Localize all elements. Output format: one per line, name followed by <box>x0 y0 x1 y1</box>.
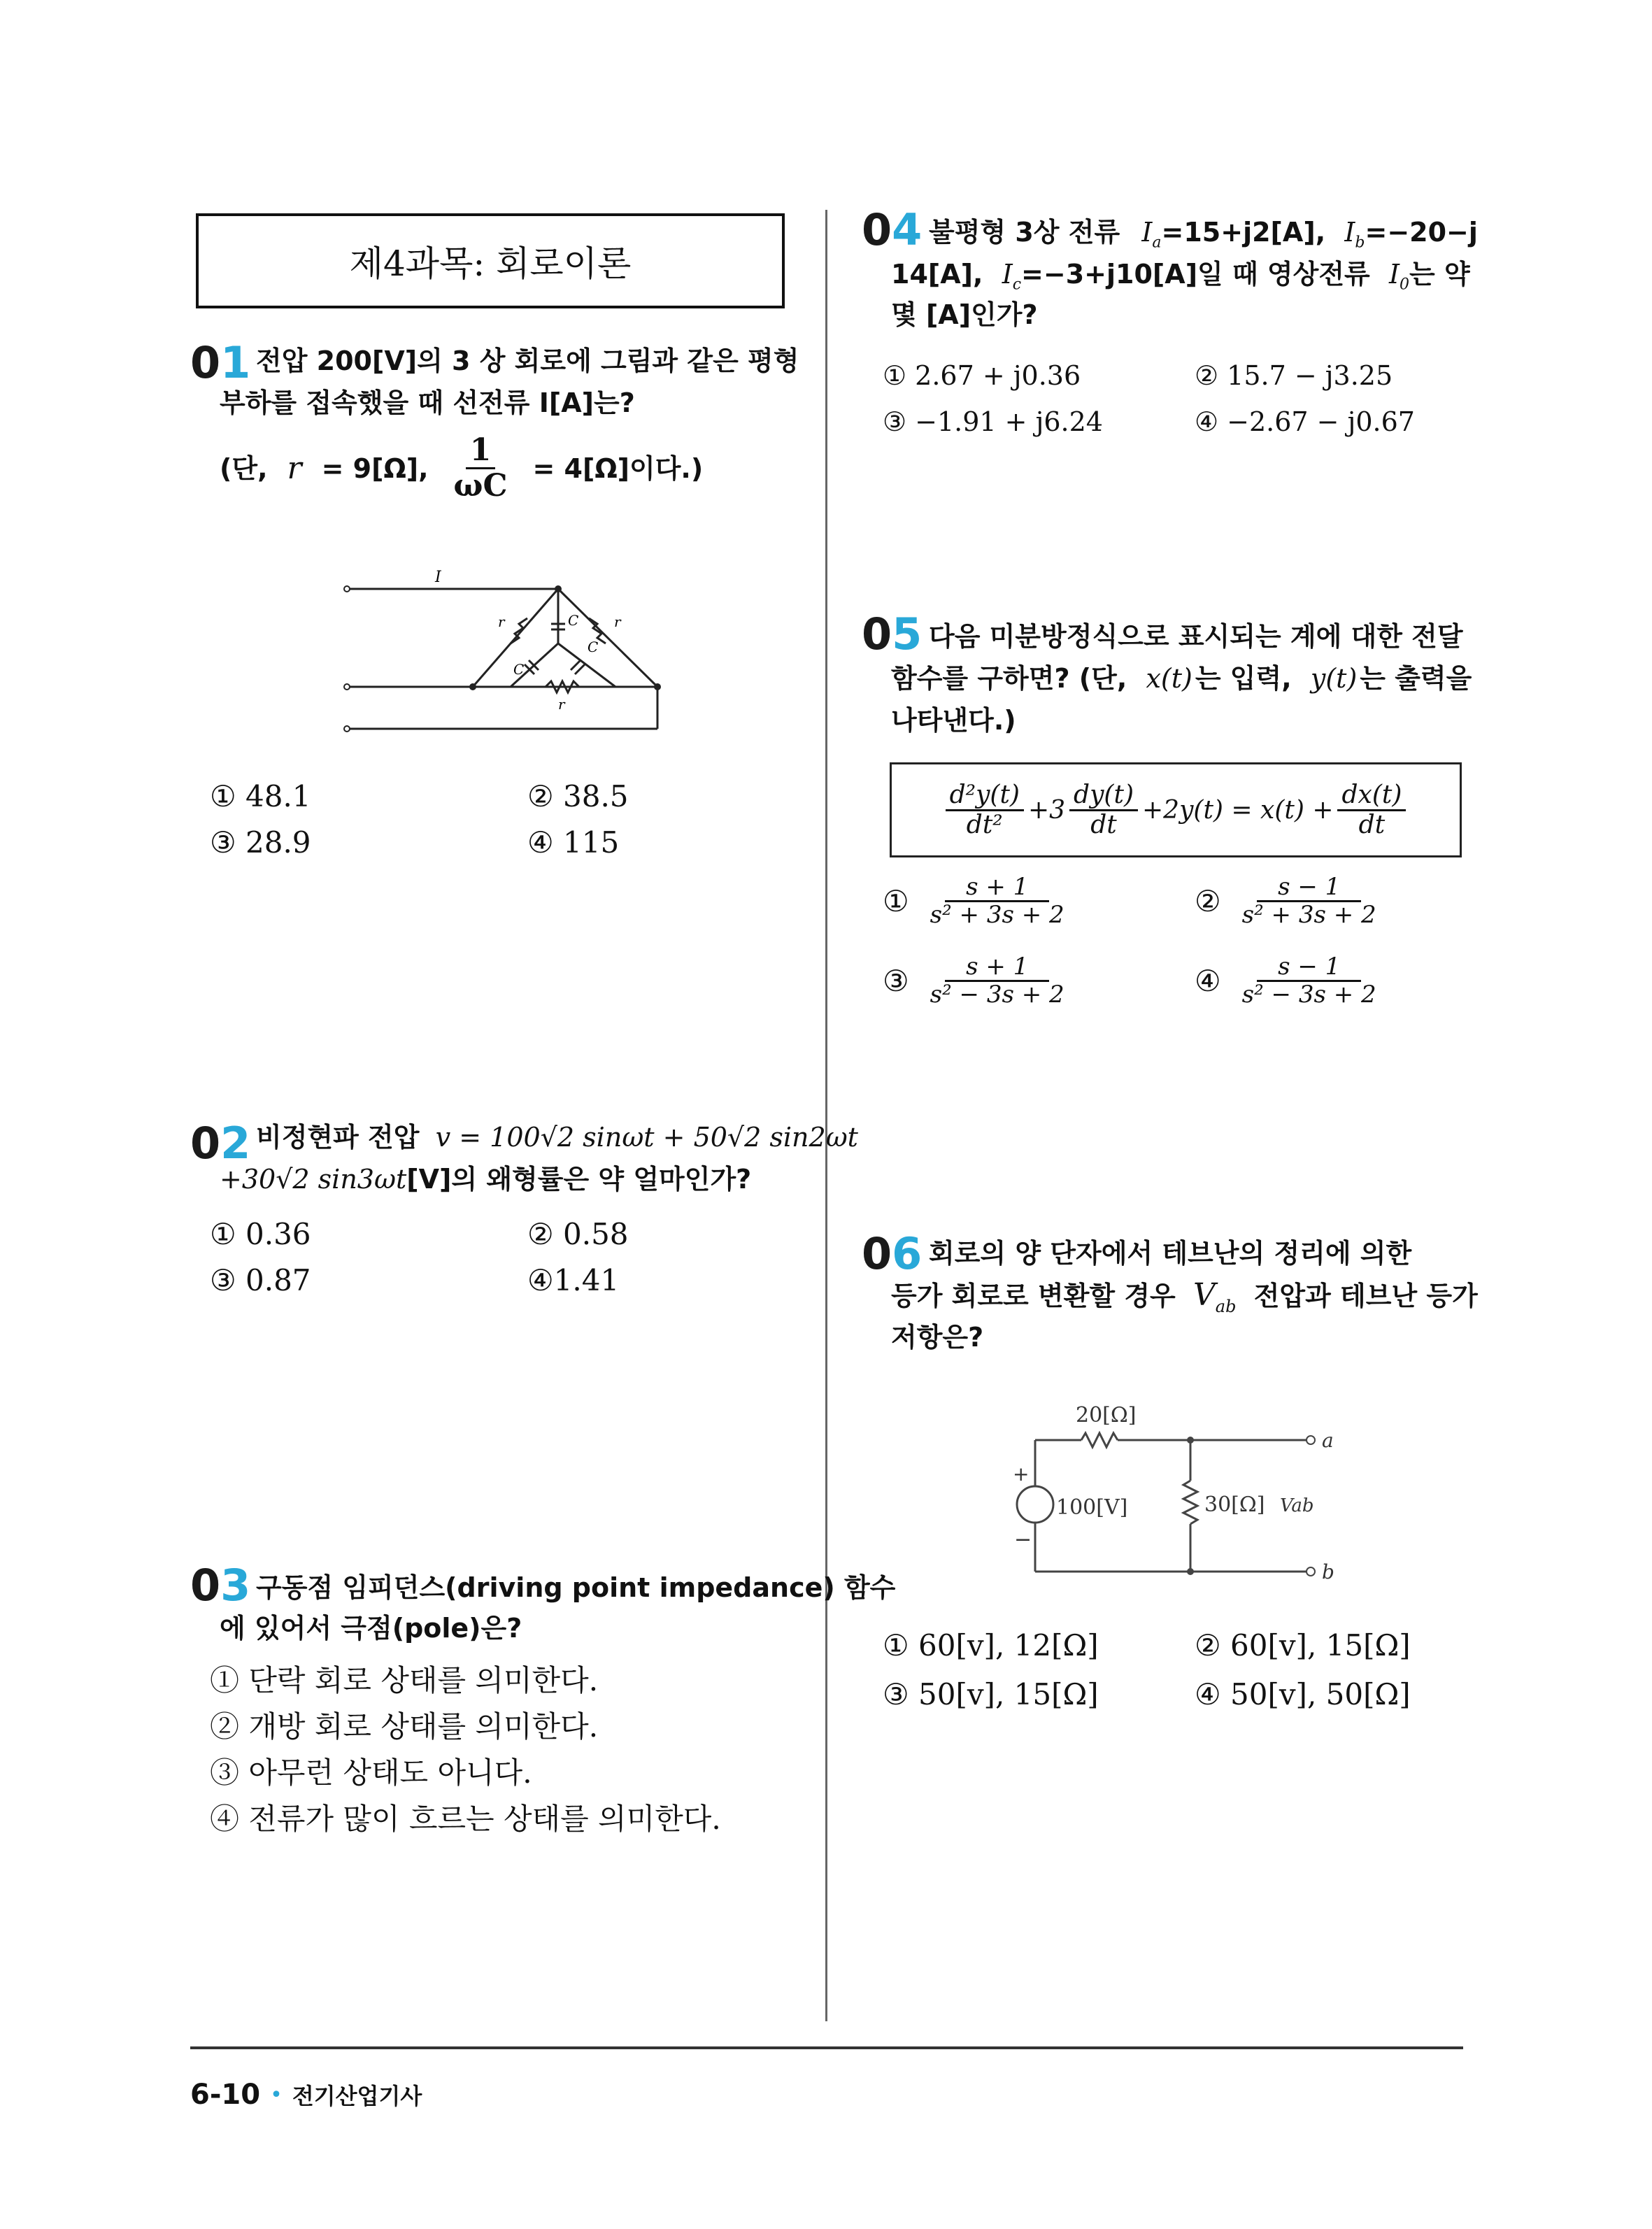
question-1-line2: 부하를 접속했을 때 선전류 I[A]는? <box>220 387 635 418</box>
fig1-label-c-left: C <box>513 661 525 678</box>
question-1-delta-circuit <box>336 560 671 741</box>
q5-option-1[interactable]: ① $\frac{s + 1}{\text{s² + 3s + 2}}$ <box>883 873 1064 930</box>
question-6-line2: 등가 회로로 변환할 경우 $V_{ab}$ 전압과 테브난 등가 <box>891 1277 1478 1316</box>
q4-option-2[interactable]: ② 15.7 − j3.25 <box>1195 360 1393 391</box>
page-number: 6-10 <box>190 2079 261 2111</box>
question-3-line1: 구동점 임피던스(driving point impedance) 함수 <box>256 1572 896 1603</box>
fig1-label-c-top: C <box>568 612 579 629</box>
question-number-4: 04 <box>862 204 923 255</box>
q1-option-2[interactable]: ② 38.5 <box>527 779 629 813</box>
differential-equation-box: $\frac{\text{d²y(t)}}{\text{dt²}}$ +3 $\frac{dy(t)}{dt}$ +2y(t) = x(t) + $\frac{dx(t)}{dt}$ <box>890 762 1462 857</box>
q4-option-4[interactable]: ④ −2.67 − j0.67 <box>1195 406 1415 437</box>
question-5-line3: 나타낸다.) <box>891 705 1016 736</box>
q3-option-4[interactable]: ④ 전류가 많이 흐르는 상태를 의미한다. <box>210 1802 721 1836</box>
condition-r-value: = 9[Ω], <box>321 453 429 484</box>
condition-prefix: (단, <box>220 453 268 484</box>
q3-option-1[interactable]: ① 단락 회로 상태를 의미한다. <box>210 1663 599 1697</box>
fig6-label-30ohm: 30[Ω] <box>1204 1493 1265 1517</box>
question-4-line1: 불평형 3상 전류 $I_a=15+j2[A]$, $I_b=-20-j$ <box>929 217 1478 252</box>
q3-option-2[interactable]: ② 개방 회로 상태를 의미한다. <box>210 1709 599 1744</box>
question-number-2: 02 <box>190 1118 251 1169</box>
q1-option-3[interactable]: ③ 28.9 <box>210 825 311 860</box>
question-1-condition <box>220 434 703 504</box>
q4-option-3[interactable]: ③ −1.91 + j6.24 <box>883 406 1103 437</box>
condition-r: r <box>287 450 302 486</box>
q6-option-2[interactable]: ② 60[v], 15[Ω] <box>1195 1628 1411 1662</box>
q6-option-3[interactable]: ③ 50[v], 15[Ω] <box>883 1677 1099 1711</box>
question-6-thevenin-circuit <box>1000 1388 1350 1591</box>
condition-fraction: $\frac{1}{\omega C}$ <box>453 432 508 504</box>
question-2-line2: +30√2 sin3ωt[V]의 왜형률은 약 얼마인가? <box>220 1164 752 1195</box>
fig6-terminal-b: b <box>1322 1560 1334 1583</box>
q6-option-4[interactable]: ④ 50[v], 50[Ω] <box>1195 1677 1411 1711</box>
q2-option-3[interactable]: ③ 0.87 <box>210 1263 311 1297</box>
fig6-label-20ohm: 20[Ω] <box>1076 1403 1137 1427</box>
footer-bullet: • <box>270 2082 283 2107</box>
fig1-label-r-right: r <box>614 613 621 630</box>
question-5-line1: 다음 미분방정식으로 표시되는 계에 대한 전달 <box>929 621 1463 652</box>
q2-option-2[interactable]: ② 0.58 <box>527 1217 629 1251</box>
question-6-line1: 회로의 양 단자에서 테브난의 정리에 의한 <box>929 1238 1412 1269</box>
question-1-line1: 전압 200[V]의 3 상 회로에 그림과 같은 평형 <box>256 346 799 376</box>
fig1-label-r-bottom: r <box>558 696 565 713</box>
q4-option-1[interactable]: ① 2.67 + j0.36 <box>883 360 1081 391</box>
q5-option-3[interactable]: ③ $\frac{s + 1}{\text{s² − 3s + 2}}$ <box>883 953 1064 1009</box>
question-4-line2: 14[A], $I_c=-3+j10[A]$일 때 영상전류 $I_0$는 약 <box>891 259 1470 294</box>
fig6-minus-sign: − <box>1014 1527 1032 1552</box>
question-number-3: 03 <box>190 1560 251 1611</box>
fig6-label-100v: 100[V] <box>1056 1495 1128 1520</box>
question-2-line1: 비정현파 전압 v = 100√2 sinωt + 50√2 sin2ωt <box>256 1122 858 1153</box>
q5-option-2[interactable]: ② $\frac{s - 1}{\text{s² + 3s + 2}}$ <box>1195 873 1376 930</box>
question-5-line2: 함수를 구하면? (단, x(t) 는 입력, y(t) 는 출력을 <box>891 663 1472 694</box>
condition-c-value: = 4[Ω]이다.) <box>532 453 704 484</box>
fig1-label-c-right: C <box>588 639 599 655</box>
q2-option-1[interactable]: ① 0.36 <box>210 1217 311 1251</box>
question-number-1: 01 <box>190 337 251 388</box>
q6-option-1[interactable]: ① 60[v], 12[Ω] <box>883 1628 1099 1662</box>
question-4-line3: 몇 [A]인가? <box>891 299 1038 330</box>
question-6-line3: 저항은? <box>891 1322 984 1353</box>
footer-rule <box>190 2046 1463 2049</box>
q5-option-4[interactable]: ④ $\frac{s - 1}{\text{s² − 3s + 2}}$ <box>1195 953 1376 1009</box>
question-number-6: 06 <box>862 1228 923 1279</box>
fig6-plus-sign: + <box>1013 1462 1030 1486</box>
section-title: 제4과목: 회로이론 <box>196 213 785 308</box>
fig1-label-current: I <box>435 569 441 586</box>
q3-option-3[interactable]: ③ 아무런 상태도 아니다. <box>210 1756 532 1790</box>
question-number-5: 05 <box>862 608 923 660</box>
page-footer <box>190 2079 422 2111</box>
book-title: 전기산업기사 <box>292 2083 422 2109</box>
q1-option-4[interactable]: ④ 115 <box>527 825 620 860</box>
q2-option-4[interactable]: ④1.41 <box>527 1263 620 1297</box>
fig1-label-r-left: r <box>498 613 505 630</box>
question-3-line2: 에 있어서 극점(pole)은? <box>220 1613 522 1644</box>
fig6-terminal-a: a <box>1322 1429 1334 1452</box>
fig6-label-vab: Vab <box>1280 1495 1314 1516</box>
q1-option-1[interactable]: ① 48.1 <box>210 779 311 813</box>
column-divider <box>825 210 827 2021</box>
